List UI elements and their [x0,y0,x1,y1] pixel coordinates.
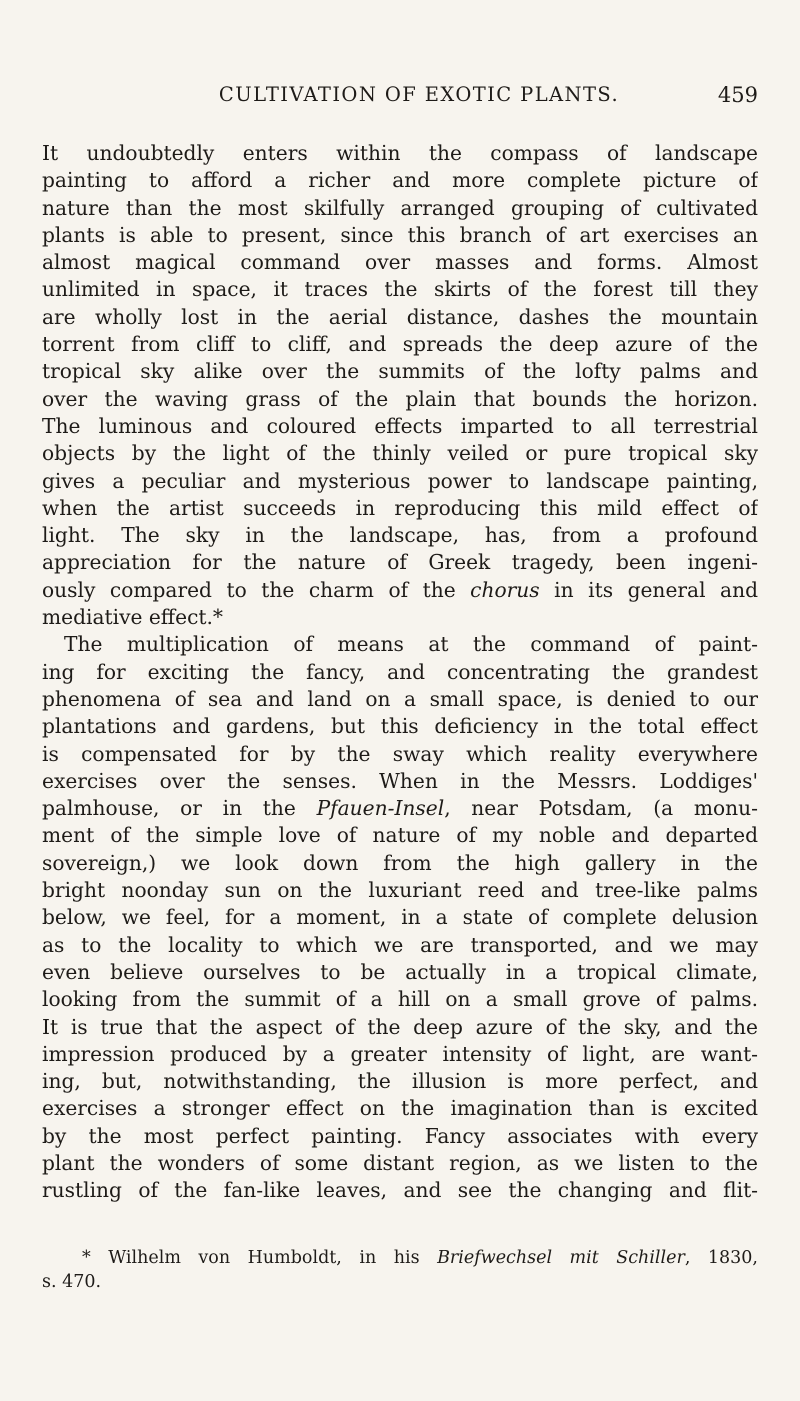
text-line: are wholly lost in the aerial distance, dashes the mountain [42,304,758,329]
footnote-line: s. 470. [42,1272,102,1292]
text-line: nature than the most skilfully arranged grouping of cultivated [42,195,758,220]
text-line: below, we feel, for a moment, in a state of complete delusion [42,905,758,930]
text-line: is compensated for by the sway which reality everywhere [42,741,758,766]
body-text [42,140,758,1205]
text-line: even believe ourselves to be actually in a tropical climate, [42,959,758,984]
paragraph-start-line: The multiplication of means at the command of paint- [64,632,758,657]
text-line: light. The sky in the landscape, has, from a profound [42,523,758,548]
text-line: ously compared to the charm of the chorus in its general and [42,577,758,602]
text-line: ing for exciting the fancy, and concentrating the grandest [42,659,758,684]
text-line: over the waving grass of the plain that bounds the horizon. [42,386,758,411]
text-line: phenomena of sea and land on a small space, is denied to our [42,686,758,711]
text-line: exercises over the senses. When in the Messrs. Loddiges' [42,768,758,793]
text-line: almost magical command over masses and forms. Almost [42,250,758,275]
text-line: torrent from cliff to cliff, and spreads the deep azure of the [42,332,758,357]
footnote [42,1246,758,1294]
text-line: sovereign,) we look down from the high gallery in the [42,850,758,875]
footnote-line: * Wilhelm von Humboldt, in his Briefwechsel mit Schiller, 1830, [82,1248,758,1268]
text-line: unlimited in space, it traces the skirts of the forest till they [42,277,758,302]
running-head [40,78,758,112]
page-number: 459 [717,83,758,107]
text-line: impression produced by a greater intensity of light, are want- [42,1041,758,1066]
text-line: by the most perfect painting. Fancy associates with every [42,1123,758,1148]
text-line: exercises a stronger effect on the imagination than is excited [42,1096,758,1121]
text-line: The luminous and coloured effects imparted to all terrestrial [42,413,758,438]
text-line: plantations and gardens, but this deficiency in the total effect [42,714,758,739]
text-line: plants is able to present, since this branch of art exercises an [42,222,758,247]
text-line: plant the wonders of some distant region, as we listen to the [42,1150,758,1175]
text-line: It is true that the aspect of the deep azure of the sky, and the [42,1014,758,1039]
text-line: gives a peculiar and mysterious power to landscape painting, [42,468,758,493]
text-line: objects by the light of the thinly veiled or pure tropical sky [42,441,758,466]
text-line: looking from the summit of a hill on a small grove of palms. [42,987,758,1012]
text-line: when the artist succeeds in reproducing this mild effect of [42,495,758,520]
paragraph-end-line: mediative effect.* [42,605,224,630]
text-line: It undoubtedly enters within the compass of landscape [42,141,758,165]
text-line: appreciation for the nature of Greek tragedy, been ingeni- [42,550,758,575]
text-line: rustling of the fan-like leaves, and see the changing and flit- [42,1178,758,1203]
running-title: CULTIVATION OF EXOTIC PLANTS. [218,83,620,106]
text-line: tropical sky alike over the summits of the lofty palms and [42,359,758,384]
text-line: ing, but, notwithstanding, the illusion is more perfect, and [42,1069,758,1094]
text-line: ment of the simple love of nature of my noble and departed [42,823,758,848]
text-line: bright noonday sun on the luxuriant reed and tree-like palms [42,878,758,903]
text-line: painting to afford a richer and more complete picture of [42,168,758,193]
text-line: as to the locality to which we are transported, and we may [42,932,758,957]
text-line: palmhouse, or in the Pfauen-Insel, near Potsdam, (a monu- [42,796,758,821]
